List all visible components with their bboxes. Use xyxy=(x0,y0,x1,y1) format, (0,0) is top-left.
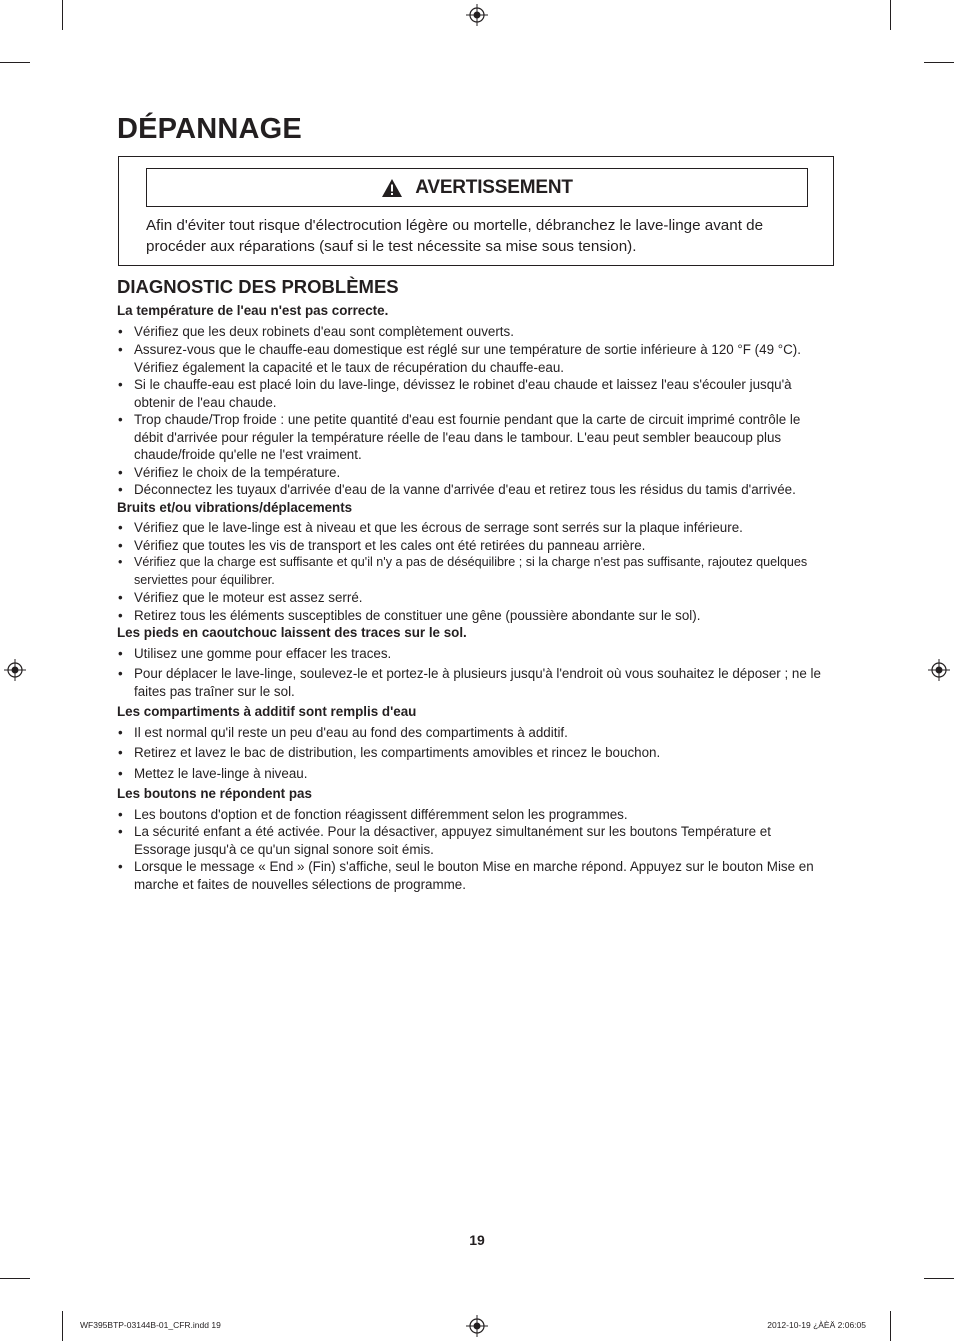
page-number: 19 xyxy=(469,1232,485,1248)
list-item: • La sécurité enfant a été activée. Pour la désactiver, appuyez simultanément sur les boutons Température et Essorage jusqu'à ce qu'un signal sonore soit émis. xyxy=(117,823,829,858)
solution-list xyxy=(117,724,829,783)
solution-list xyxy=(117,323,829,499)
registration-mark-icon xyxy=(466,4,488,26)
solution-list xyxy=(117,806,829,894)
list-item: • Vérifiez que le moteur est assez serré. xyxy=(117,589,829,607)
list-item: • Retirez et lavez le bac de distribution, les compartiments amovibles et rincez le bouchon. xyxy=(117,744,829,762)
list-item: • Pour déplacer le lave-linge, soulevez-le et portez-le à plusieurs jusqu'à l'endroit où vous souhaitez le déposer ; ne le faites pas traîner sur le sol. xyxy=(117,665,829,700)
problem-title: Bruits et/ou vibrations/déplacements xyxy=(117,499,353,515)
list-item: • Trop chaude/Trop froide : une petite quantité d'eau est fournie pendant que la carte de circuit imprimé contrôle le débit d'arrivée pour réguler la température réelle de l'eau dans le tambour. L'eau peut sembler beaucoup plus chaude/froide qu'elle ne l'est vraiment. xyxy=(117,411,829,464)
list-item: • Vérifiez que les deux robinets d'eau sont complètement ouverts. xyxy=(117,323,829,341)
troubleshooting-list xyxy=(117,302,829,893)
crop-mark xyxy=(62,1311,63,1341)
crop-mark xyxy=(890,0,891,30)
registration-mark-icon xyxy=(928,659,950,681)
list-item: • Si le chauffe-eau est placé loin du lave-linge, dévissez le robinet d'eau chaude et laissez l'eau s'écouler jusqu'à obtenir de l'eau chaude. xyxy=(117,376,829,411)
list-item: • Utilisez une gomme pour effacer les traces. xyxy=(117,645,829,663)
list-item: • Retirez tous les éléments susceptibles de constituer une gêne (poussière abondante sur le sol). xyxy=(117,607,829,625)
list-item: • Mettez le lave-linge à niveau. xyxy=(117,765,829,783)
page-title: DÉPANNAGE xyxy=(117,113,302,145)
warning-triangle-icon xyxy=(381,178,403,198)
problem-title: Les compartiments à additif sont remplis d'eau xyxy=(117,704,417,719)
list-item-note: Vérifiez également la capacité et le taux de récupération du chauffe-eau. xyxy=(134,359,565,375)
crop-mark xyxy=(0,1278,30,1279)
warning-title: AVERTISSEMENT xyxy=(415,176,573,198)
list-item: • Les boutons d'option et de fonction réagissent différemment selon les programmes. xyxy=(117,806,829,824)
list-item: • Il est normal qu'il reste un peu d'eau au fond des compartiments à additif. xyxy=(117,724,829,742)
crop-mark xyxy=(924,62,954,63)
crop-mark xyxy=(0,62,30,63)
crop-mark xyxy=(924,1278,954,1279)
list-item: • Vérifiez le choix de la température. xyxy=(117,464,829,482)
solution-list xyxy=(117,519,829,624)
list-item: • Vérifiez que la charge est suffisante et qu'il n'y a pas de déséquilibre ; si la charge n'est pas suffisante, rajoutez quelques serviettes pour équilibrer. xyxy=(117,554,829,589)
footer-timestamp: 2012-10-19 ¿ÀÈÄ 2:06:05 xyxy=(767,1320,866,1330)
list-item: • Vérifiez que le lave-linge est à niveau et que les écrous de serrage sont serrés sur la plaque inférieure. xyxy=(117,519,829,537)
registration-mark-icon xyxy=(4,659,26,681)
solution-list xyxy=(117,645,829,701)
footer-file-name: WF395BTP-03144B-01_CFR.indd 19 xyxy=(80,1320,221,1330)
warning-header xyxy=(146,168,808,207)
section-title: DIAGNOSTIC DES PROBLÈMES xyxy=(117,276,399,297)
list-item: • Déconnectez les tuyaux d'arrivée d'eau de la vanne d'arrivée d'eau et retirez tous les résidus du tamis d'arrivée. xyxy=(117,481,829,499)
problem-title: Les boutons ne répondent pas xyxy=(117,786,312,801)
crop-mark xyxy=(62,0,63,30)
list-item: • Assurez-vous que le chauffe-eau domestique est réglé sur une température de sortie inférieure à 120 °F (49 °C). Vérifiez également la capacité et le taux de récupération du chauffe-eau. xyxy=(117,341,829,376)
list-item: • Vérifiez que toutes les vis de transport et les cales ont été retirées du panneau arrière. xyxy=(117,537,829,555)
problem-title: La température de l'eau n'est pas correcte. xyxy=(117,303,389,318)
list-item: • Lorsque le message « End » (Fin) s'affiche, seul le bouton Mise en marche répond. Appuyez sur le bouton Mise en marche et faites de nouvelles sélections de programme. xyxy=(117,858,829,893)
crop-mark xyxy=(890,1311,891,1341)
registration-mark-icon xyxy=(466,1315,488,1337)
problem-title: Les pieds en caoutchouc laissent des traces sur le sol. xyxy=(117,625,467,640)
warning-text: Afin d'éviter tout risque d'électrocution légère ou mortelle, débranchez le lave-linge avant de procéder aux réparations (sauf si le test nécessite sa mise sous tension). xyxy=(146,217,764,255)
warning-box xyxy=(118,156,834,266)
